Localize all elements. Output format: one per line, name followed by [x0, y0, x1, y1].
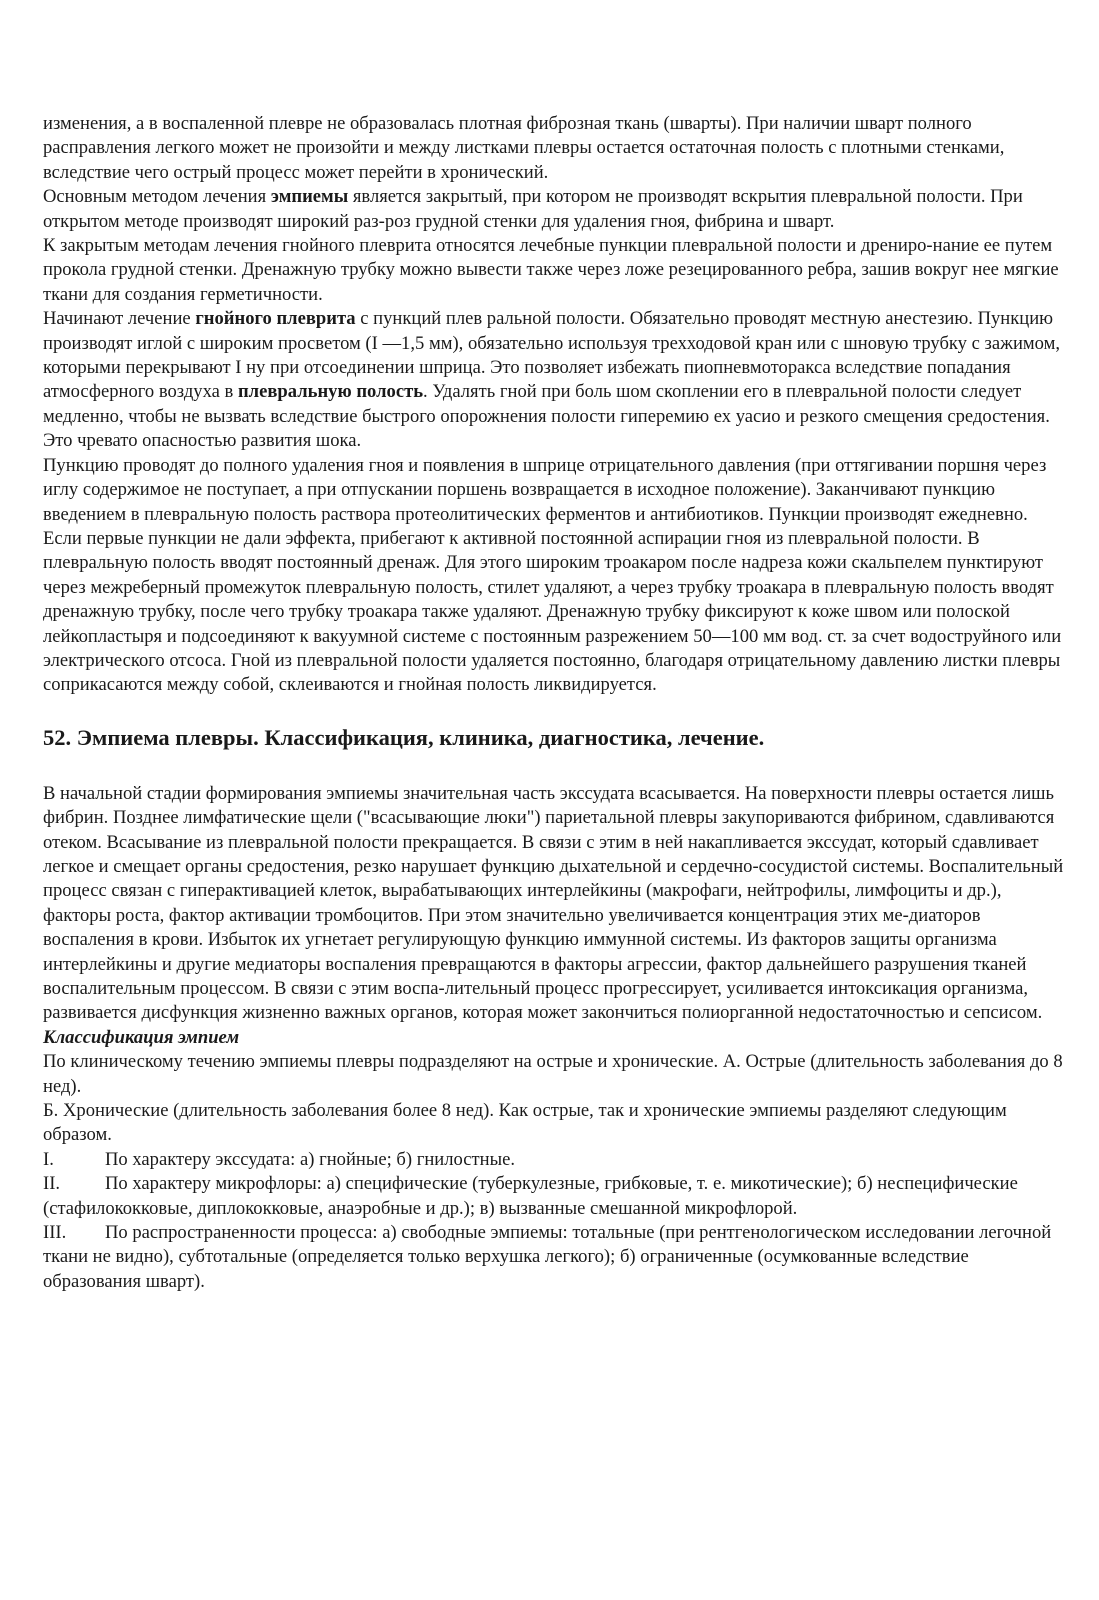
- bold-term-purulent-pleurisy: гнойного плеврита: [195, 308, 356, 330]
- bold-term-pleural-cavity: плевральную полость: [237, 381, 424, 403]
- text-run: Начинают лечение: [43, 308, 196, 330]
- list-item-number: III.: [43, 1222, 67, 1244]
- list-item-text: По характеру экссудата: а) гнойные; б) гнилостные.: [105, 1148, 515, 1170]
- section-heading: 52. Эмпиема плевры. Классификация, клиника, диагностика, лечение.: [43, 724, 765, 750]
- list-item-number: I.: [43, 1148, 54, 1170]
- paragraph-classification-acute: По клиническому течению эмпиемы плевры подразделяют на острые и хронические. А. Острые (длительность заболевания до 8 нед).: [43, 1051, 1063, 1097]
- text-run: Основным методом лечения: [43, 186, 271, 208]
- list-item-number: II.: [43, 1173, 61, 1195]
- text-run: является закрытый, при котором не производят вскрытия плевральной полости. При открытом методе производят широкий раз-роз грудной стенки для удаления гноя, фибрина и шварт.: [43, 186, 1023, 232]
- paragraph-puncture-start: [43, 307, 1069, 453]
- text-run: . Удалять гной при боль шом скоплении его в плевральной полости следует медленно, чтобы не вызвать вследствие быстрого опорожнения полости гиперемию ех уасио и резкого смещения средостения. Это чревато опасностью развития шока.: [43, 381, 1050, 452]
- paragraph-fibrosis: изменения, а в воспаленной плевре не образовалась плотная фиброзная ткань (шварты). При наличии шварт полного расправления легкого может не произойти и между листками плевры остается остаточная полость с плотными стенками, вследствие чего острый процесс может перейти в хронический.: [43, 113, 1005, 183]
- subheading-classification: Классификация эмпием: [43, 1026, 240, 1048]
- paragraph-classification-chronic: Б. Хронические (длительность заболевания более 8 нед). Как острые, так и хронические эмпиемы разделяют следующим образом.: [43, 1100, 1007, 1146]
- paragraph-active-aspiration: Если первые пункции не дали эффекта, прибегают к активной постоянной аспирации гноя из плевральной полости. В плевральную полость вводят постоянный дренаж. Для этого широким троакаром после надреза кожи скальпелем пунктируют через межреберный промежуток плевральную полость, стилет удаляют, а через трубку троакара в плевральную полость вводят дренажную трубку, после чего трубку троакара также удаляют. Дренажную трубку фиксируют к коже швом или полоской лейкопластыря и подсоединяют к вакуумной системе с постоянным разрежением 50—100 мм вод. ст. за счет водоструйного или электрического отсоса. Гной из плевральной полости удаляется постоянно, благодаря отрицательному давлению листки плевры соприкасаются между собой, склеиваются и гнойная полость ликвидируется.: [43, 527, 1062, 696]
- bold-term-empyema: эмпиемы: [270, 186, 349, 208]
- paragraph-puncture-procedure: Пункцию проводят до полного удаления гноя и появления в шприце отрицательного давления (при оттягивании поршня через иглу содержимое не поступает, а при отпускании поршень возвращается в исходное положение). Заканчивают пункцию введением в плевральную полость раствора протеолитических ферментов и антибиотиков. Пункции производят ежедневно.: [43, 454, 1047, 525]
- paragraph-empyema-intro: В начальной стадии формирования эмпиемы значительная часть экссудата всасывается. На поверхности плевры остается лишь фибрин. Позднее лимфатические щели ("всасывающие люки") париетальной плевры закупориваются фибрином, сдавливаются отеком. Всасывание из плевральной полости прекращается. В связи с этим в ней накапливается экссудат, который сдавливает легкое и смещает органы средостения, резко нарушает функцию дыхательной и сердечно-сосудистой системы. Воспалительный процесс связан с гиперактивацией клеток, вырабатывающих интерлейкины (макрофаги, нейтрофилы, лимфоциты и др.), факторы роста, фактор активации тромбоцитов. При этом значительно увеличивается концентрация этих ме-диаторов воспаления в крови. Избыток их угнетает регулирующую функцию иммунной системы. Из факторов защиты организма интерлейкины и другие медиаторы воспаления превращаются в факторы агрессии, фактор дальнейшего разрушения тканей воспалительным процессом. В связи с этим воспа-лительный процесс прогрессирует, усиливается интоксикация организма, развивается дисфункция жизненно важных органов, которая может закончиться полиорганной недостаточностью и сепсисом.: [43, 782, 1064, 1024]
- list-item-text: По распространенности процесса: а) свободные эмпиемы: тотальные (при рентгенологическом исследовании легочной ткани не видно), субтотальные (определяется только верхушка легкого); б) ограниченные (осумкованные вследствие образования шварт).: [43, 1222, 1052, 1292]
- text-run: с пункций плев ральной полости. Обязательно проводят местную анестезию. Пункцию производят иглой с широким просветом (I —1,5 мм), обязательно используя трехходовой кран или с шновую трубку с зажимом, которыми перекрывают I ну при отсоединении шприца. Это позволяет избежать пиопневмоторакса вследствие попадания атмосферного воздуха в: [43, 308, 1061, 403]
- list-item: [43, 1148, 1069, 1172]
- paragraph-treatment-method: [43, 185, 1069, 234]
- list-item: [43, 1172, 1069, 1221]
- list-item: [43, 1221, 1069, 1294]
- list-item-text: По характеру микрофлоры: а) специфические (туберкулезные, грибковые, т. е. микотические); б) неспецифические (стафилококковые, диплококковые, анаэробные и др.); в) вызванные смешанной микрофлорой.: [43, 1173, 1018, 1219]
- paragraph-closed-methods: К закрытым методам лечения гнойного плеврита относятся лечебные пункции плевральной полости и дрениро-нание ее путем прокола грудной стенки. Дренажную трубку можно вывести также через ложе резецированного ребра, зашив вокруг нее мягкие ткани для создания герметичности.: [43, 235, 1059, 305]
